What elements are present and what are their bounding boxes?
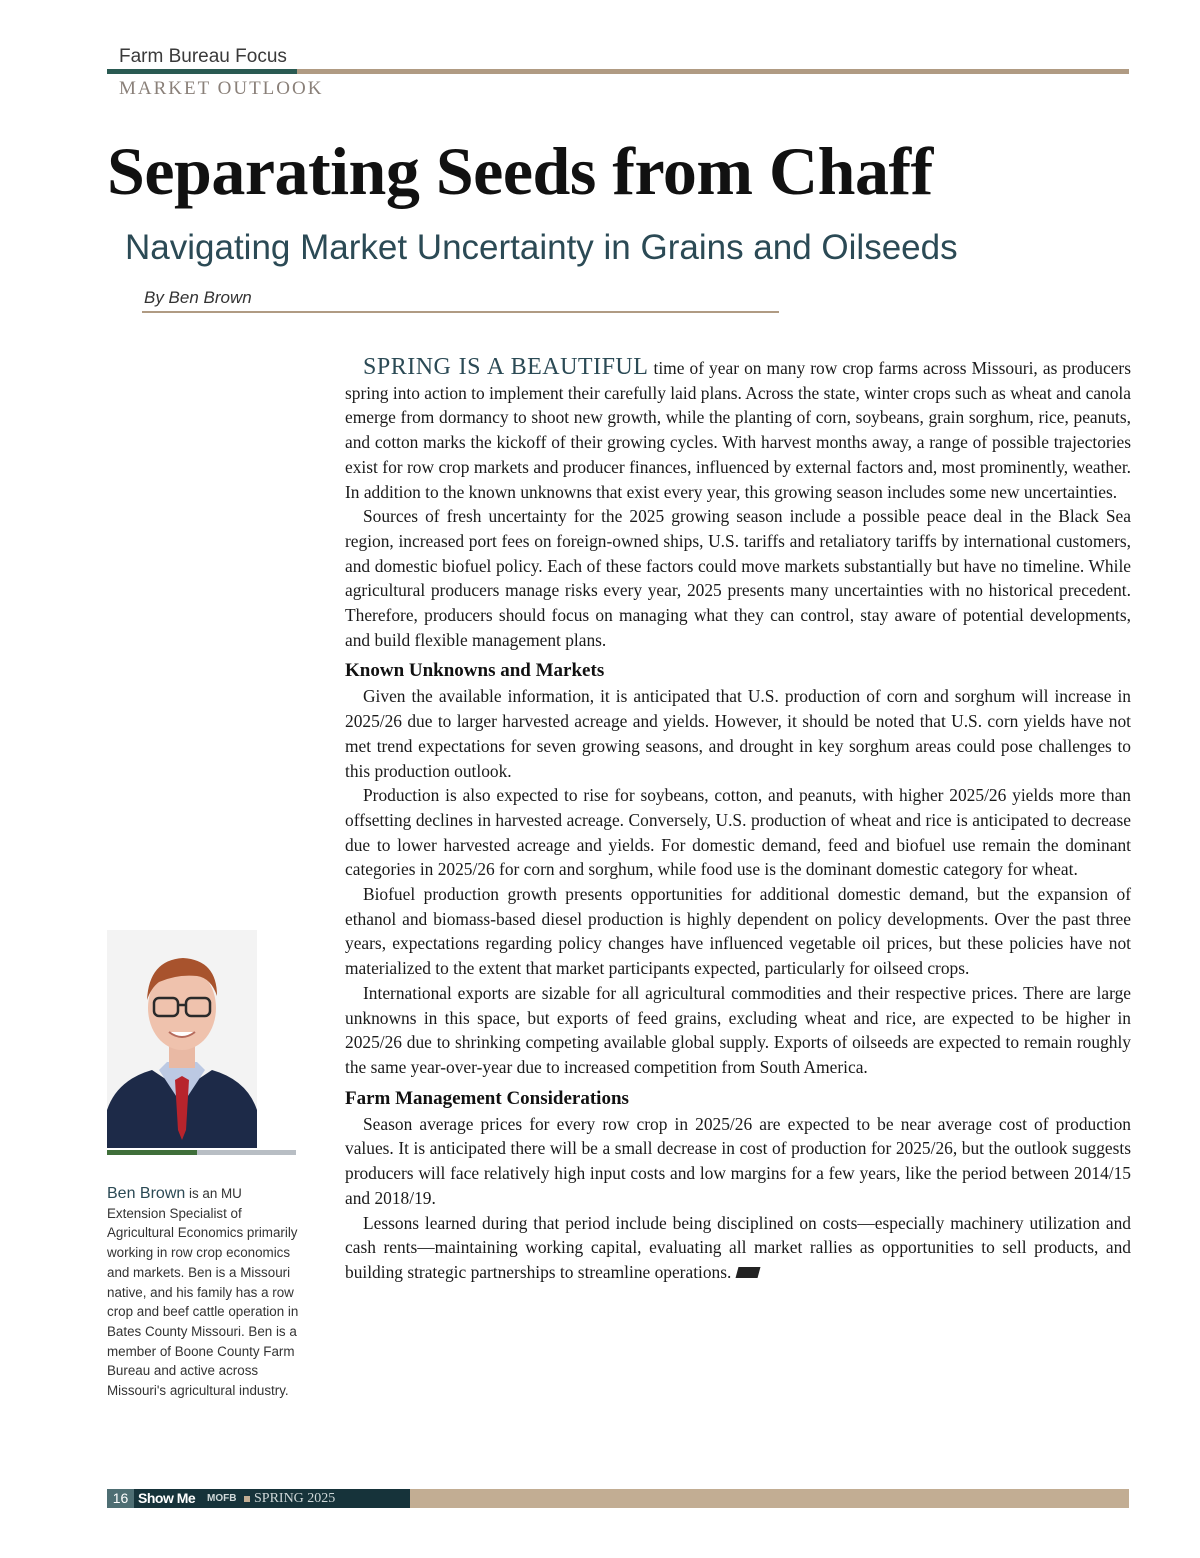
- author-portrait-image: [107, 930, 257, 1148]
- paragraph-3: Given the available information, it is anticipated that U.S. production of corn and sorghum will increase in 2025/26 due to larger harvested acreage and yields. However, it should be noted that U.S. corn yields have not met trend expectations for seven growing seasons, and drought in key sorghum areas could pose challenges to this production outlook.: [345, 686, 1131, 781]
- article-title: Separating Seeds from Chaff: [107, 133, 933, 209]
- magazine-name: Show Me: [138, 1490, 196, 1506]
- photo-accent-bar: [107, 1150, 296, 1155]
- footer-square-icon: [244, 1496, 250, 1502]
- header-rule: [107, 69, 1129, 74]
- department-label: MARKET OUTLOOK: [119, 78, 324, 99]
- article-body: [345, 355, 1131, 1285]
- paragraph-4: Production is also expected to rise for soybeans, cotton, and peanuts, with higher 2025/26 yields more than offsetting declines in harvested acreage. Conversely, U.S. production of wheat and rice is anticipated to decrease due to lower harvested acreage and yields. For domestic demand, feed and biofuel use remain the dominant categories in 2025/26 for corn and sorghum, while food use is the dominant domestic category for wheat.: [345, 785, 1131, 880]
- heading-farm-management: Farm Management Considerations: [345, 1087, 629, 1109]
- bio-text: is an MU Extension Specialist of Agricultural Economics primarily working in row crop economics and markets. Ben is a Missouri native, and his family has a row crop and beef cattle operation in Bates County Missouri. Ben is a member of Boone County Farm Bureau and active across Missouri's agricultural industry.: [107, 1186, 299, 1399]
- lead-paragraph: [345, 355, 1131, 504]
- paragraph-5: Biofuel production growth presents opportunities for additional domestic demand, but the expansion of ethanol and biomass-based diesel production is highly dependent on policy developments. Over the past three years, expectations regarding policy changes have influenced vegetable oil prices, but these policies have not materialized to the extent that market participants expected, particularly for oilseed crops.: [345, 884, 1131, 979]
- lead-text: time of year on many row crop farms across Missouri, as producers spring into action to implement their carefully laid plans. Across the state, winter crops such as wheat and canola emerge from dormancy to shoot new growth, while the planting of corn, soybeans, grain sorghum, rice, peanuts, and cotton marks the kickoff of their growing cycles. With harvest months away, a range of possible trajectories exist for row crop markets and producer finances, influenced by external factors and, most prominently, weather. In addition to the known unknowns that exist every year, this growing season includes some new uncertainties.: [345, 358, 1131, 502]
- article-subtitle: Navigating Market Uncertainty in Grains and Oilseeds: [125, 228, 958, 267]
- paragraph-2: Sources of fresh uncertainty for the 2025 growing season include a possible peace deal in the Black Sea region, increased port fees on foreign-owned ships, U.S. tariffs and retaliatory tariffs by international customers, and domestic biofuel policy. Each of these factors could move markets substantially but have no timeline. While agricultural producers manage risks every year, 2025 presents many uncertainties with no historical precedent. Therefore, producers should focus on managing what they can control, stay aware of potential developments, and build flexible management plans.: [345, 506, 1131, 650]
- paragraph-6: International exports are sizable for all agricultural commodities and their respective prices. There are large unknowns in this space, but exports of feed grains, excluding wheat and rice, are expected to be higher in 2025/26 due to shrinking competing available global supply. Exports of oilseeds are expected to remain roughly the same year-over-year due to increased competition from South America.: [345, 982, 1131, 1077]
- org-name: MOFB: [207, 1493, 237, 1504]
- paragraph-7: Season average prices for every row crop in 2025/26 are expected to be near average cost of production values. It is anticipated there will be a small decrease in cost of production for 2025/26, but the outlook suggests producers will face relatively high input costs and low margins for a few years, like the period between 2014/15 and 2018/19.: [345, 1113, 1131, 1208]
- end-mark-icon: [736, 1267, 761, 1278]
- photo-accent-green: [107, 1150, 197, 1155]
- issue-label: SPRING 2025: [254, 1491, 336, 1506]
- author-photo: [107, 930, 257, 1148]
- section-label: Farm Bureau Focus: [119, 46, 287, 67]
- byline: By Ben Brown: [144, 288, 252, 307]
- author-bio: [107, 1184, 299, 1401]
- heading-known-unknowns: Known Unknowns and Markets: [345, 660, 605, 682]
- lead-caps: SPRING IS A BEAUTIFUL: [363, 354, 649, 380]
- paragraph-8: Lessons learned during that period include being disciplined on costs—especially machinery utilization and cash rents—maintaining working capital, evaluating all market rallies as opportunities to sell products, and building strategic partnerships to streamline operations.: [345, 1212, 1131, 1282]
- page-number: 16: [107, 1489, 134, 1508]
- header-rule-accent: [107, 69, 297, 74]
- paragraph-8-wrapper: [345, 1211, 1131, 1285]
- bio-name: Ben Brown: [107, 1185, 186, 1202]
- byline-rule: [142, 311, 779, 313]
